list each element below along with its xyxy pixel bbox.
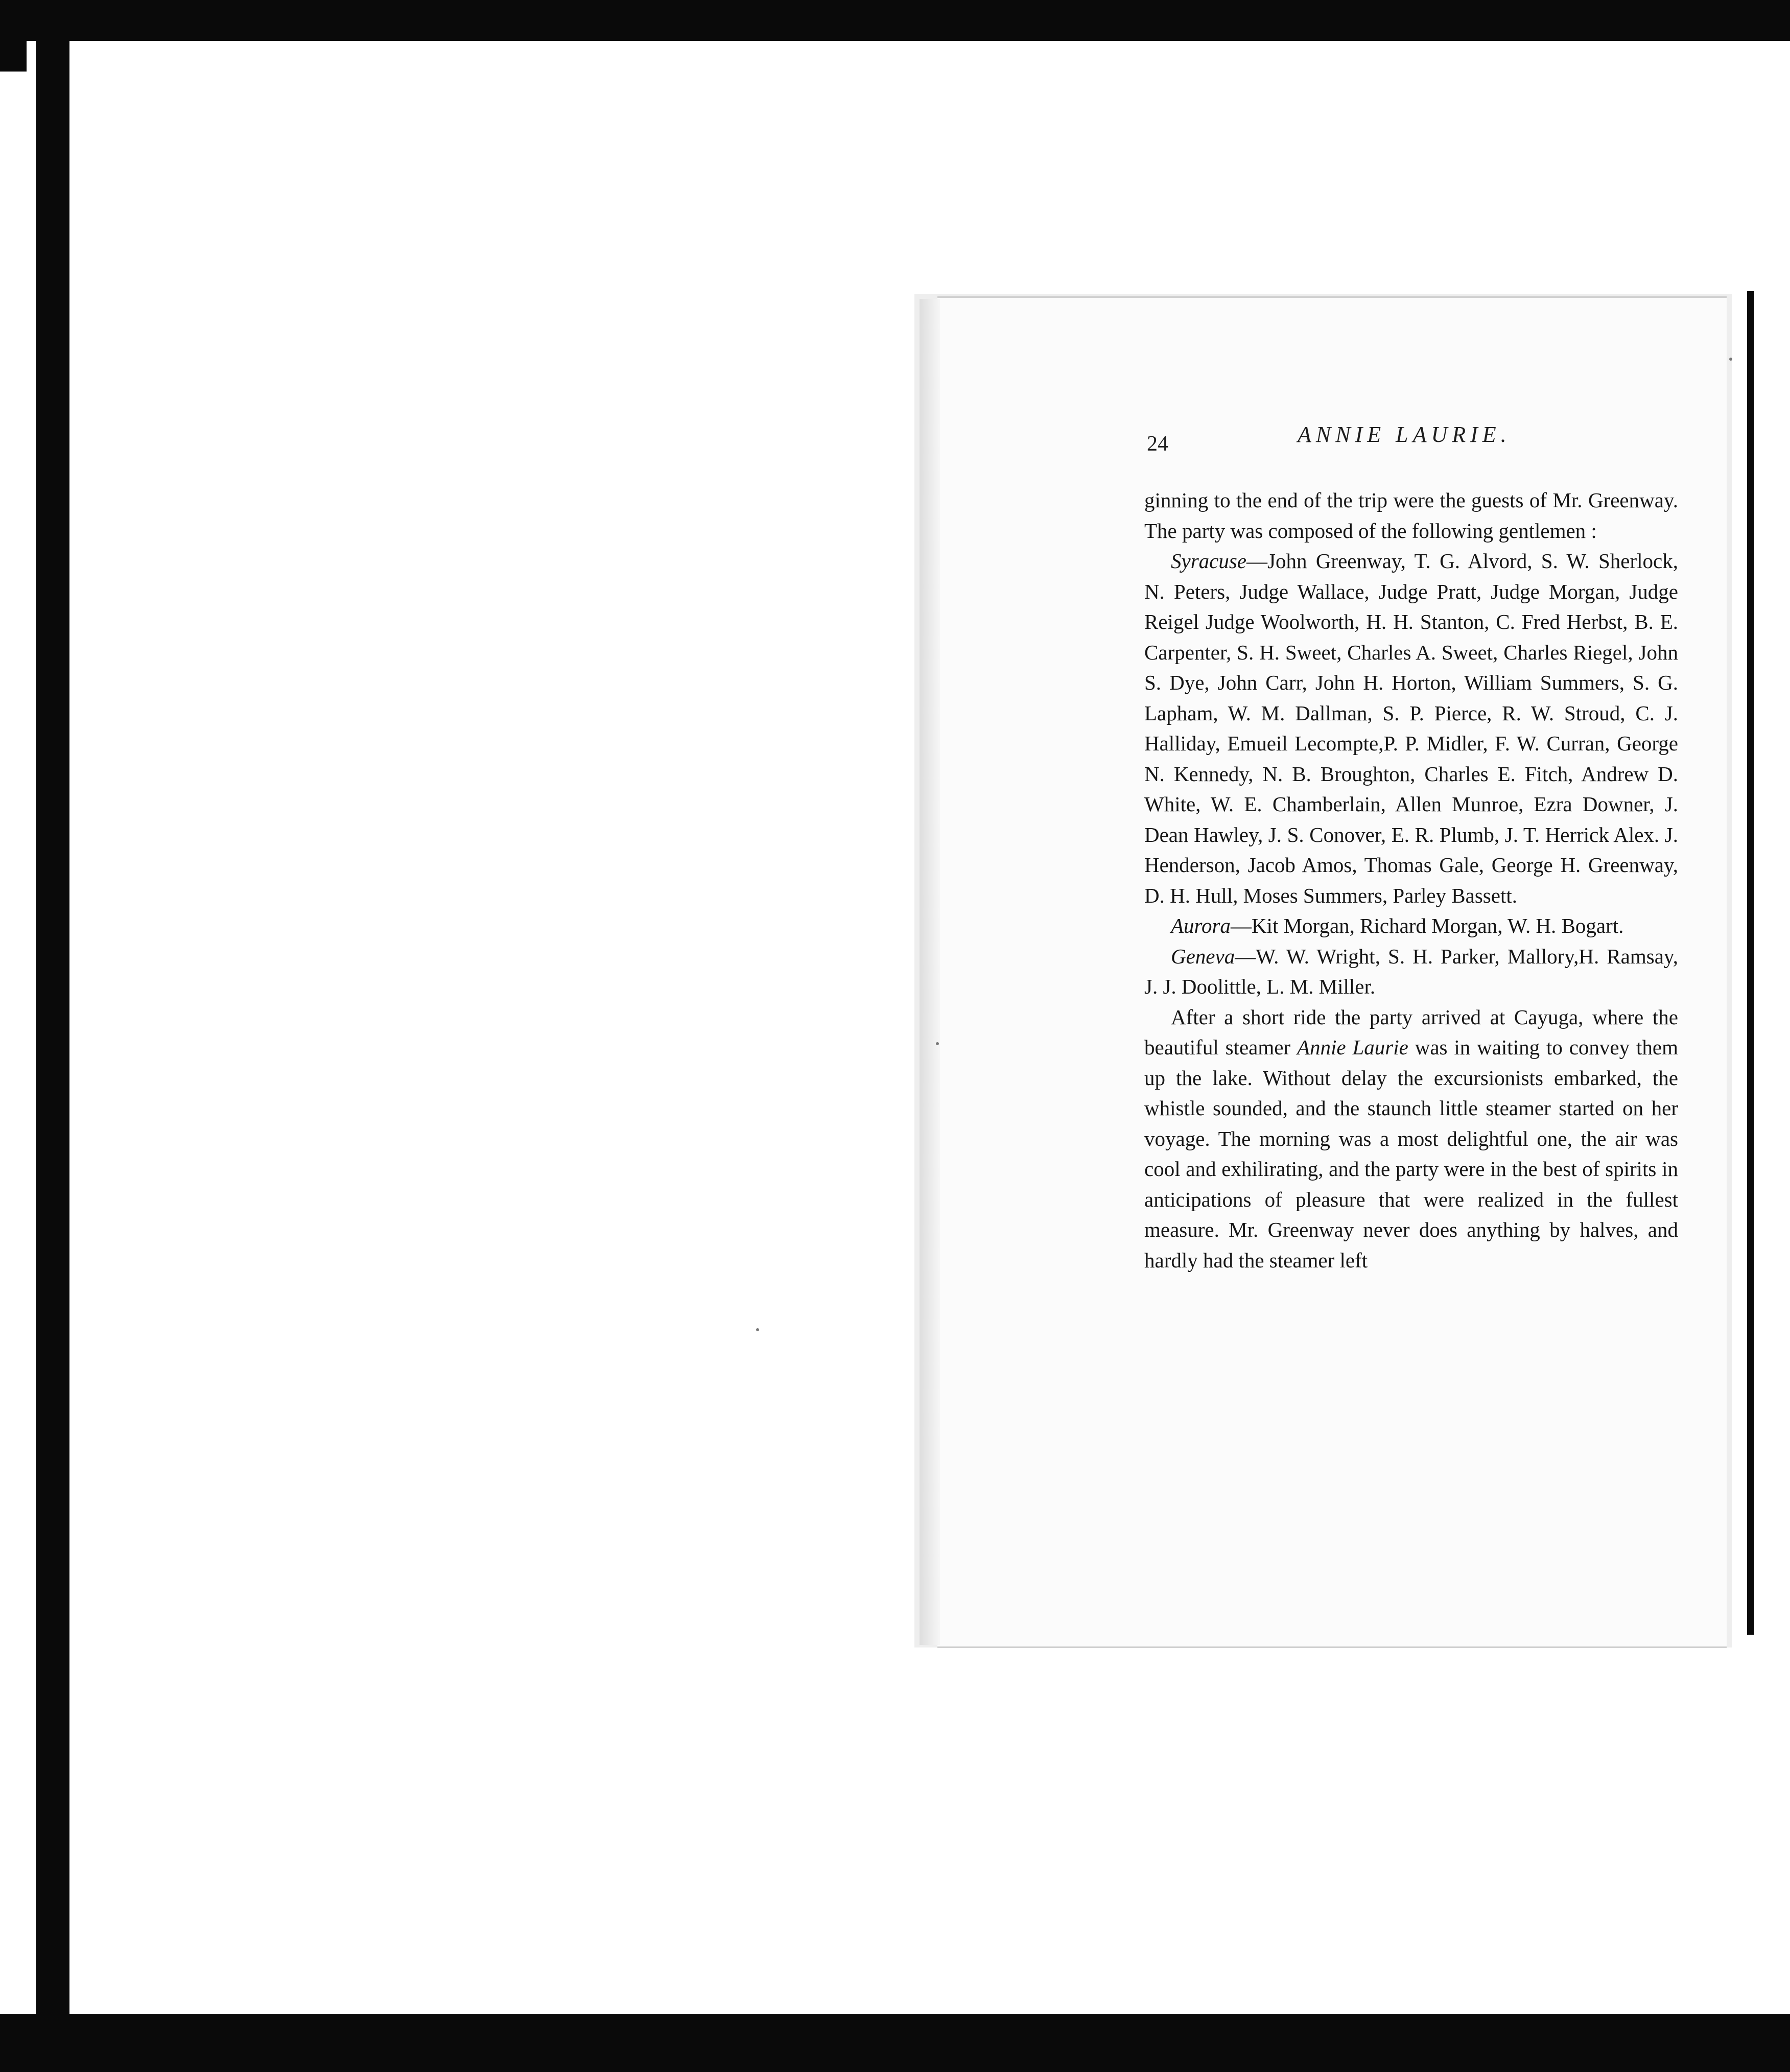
paragraph-geneva: [1144, 941, 1678, 1002]
guest-list: John Greenway, T. G. Alvord, S. W. Sherlock, N. Peters, Judge Wallace, Judge Pratt, Judge Morgan, Judge Reigel Judge Woolworth, H. H. Stanton, C. Fred Herbst, B. E. Carpenter, S. H. Sweet, Charles A. Sweet, Charles Riegel, John S. Dye, John Carr, John H. Horton, William Summers, S. G. Lapham, W. M. Dallman, S. P. Pierce, R. W. Stroud, C. J. Halliday, Emueil Lecompte,P. P. Midler, F. W. Curran, George N. Kennedy, N. B. Broughton, Charles E. Fitch, Andrew D. White, W. E. Chamberlain, Allen Munroe, Ezra Downer, J. Dean Hawley, J. S. Conover, E. R. Plumb, J. T. Herrick Alex. J. Henderson, Jacob Amos, Thomas Gale, George H. Greenway, D. H. Hull, Moses Summers, Parley Bassett.: [1144, 549, 1678, 907]
paragraph-text: After a short ride the party arrived at Cayuga, where the beautiful steamer: [1144, 1005, 1678, 1059]
page-gutter-edge: [920, 299, 940, 1645]
em-dash: —: [1246, 549, 1268, 573]
scan-border-top: [0, 0, 1790, 41]
scan-border-left: [36, 41, 69, 2014]
facing-page-edge: [1747, 291, 1754, 1635]
guest-list: Kit Morgan, Richard Morgan, W. H. Bogart.: [1251, 914, 1624, 937]
scan-speck: [936, 1042, 939, 1045]
body-text: [1144, 485, 1678, 1276]
paragraph-text: was in waiting to convey them up the lake. Without delay the excursionists embarked, the whistle sounded, and the staunch little steamer started on her voyage. The morning was a most delightful one, the air was cool and exhilirating, and the party were in the best of spirits in anticipations of pleasure that were realized in the fullest measure. Mr. Greenway never does anything by halves, and hardly had the steamer left: [1144, 1035, 1678, 1272]
scan-margin-left: [0, 41, 36, 2014]
paragraph-syracuse: [1144, 546, 1678, 911]
paragraph-intro: ginning to the end of the trip were the guests of Mr. Greenway. The party was composed of the following gentlemen :: [1144, 488, 1678, 543]
em-dash: —: [1235, 944, 1256, 968]
facing-page-strip: [1754, 291, 1790, 1635]
scan-speck: [756, 1328, 759, 1331]
page-number: 24: [1147, 432, 1168, 456]
paragraph-aurora: [1144, 911, 1678, 941]
steamer-name: Annie Laurie: [1297, 1035, 1408, 1059]
place-name: Aurora: [1171, 914, 1231, 937]
place-name: Syracuse: [1171, 549, 1247, 573]
em-dash: —: [1230, 914, 1252, 937]
running-head-title: [1144, 421, 1655, 448]
scan-border-notch: [0, 41, 27, 72]
guest-list: W. W. Wright, S. H. Parker, Mallory,H. Ramsay, J. J. Doolittle, L. M. Miller.: [1144, 944, 1678, 998]
paragraph-voyage: [1144, 1002, 1678, 1276]
scan-border-bottom: [0, 2014, 1790, 2072]
scan-speck: [1729, 358, 1732, 361]
place-name: Geneva: [1171, 944, 1235, 968]
book-title: ANNIE LAURIE.: [1298, 422, 1511, 447]
